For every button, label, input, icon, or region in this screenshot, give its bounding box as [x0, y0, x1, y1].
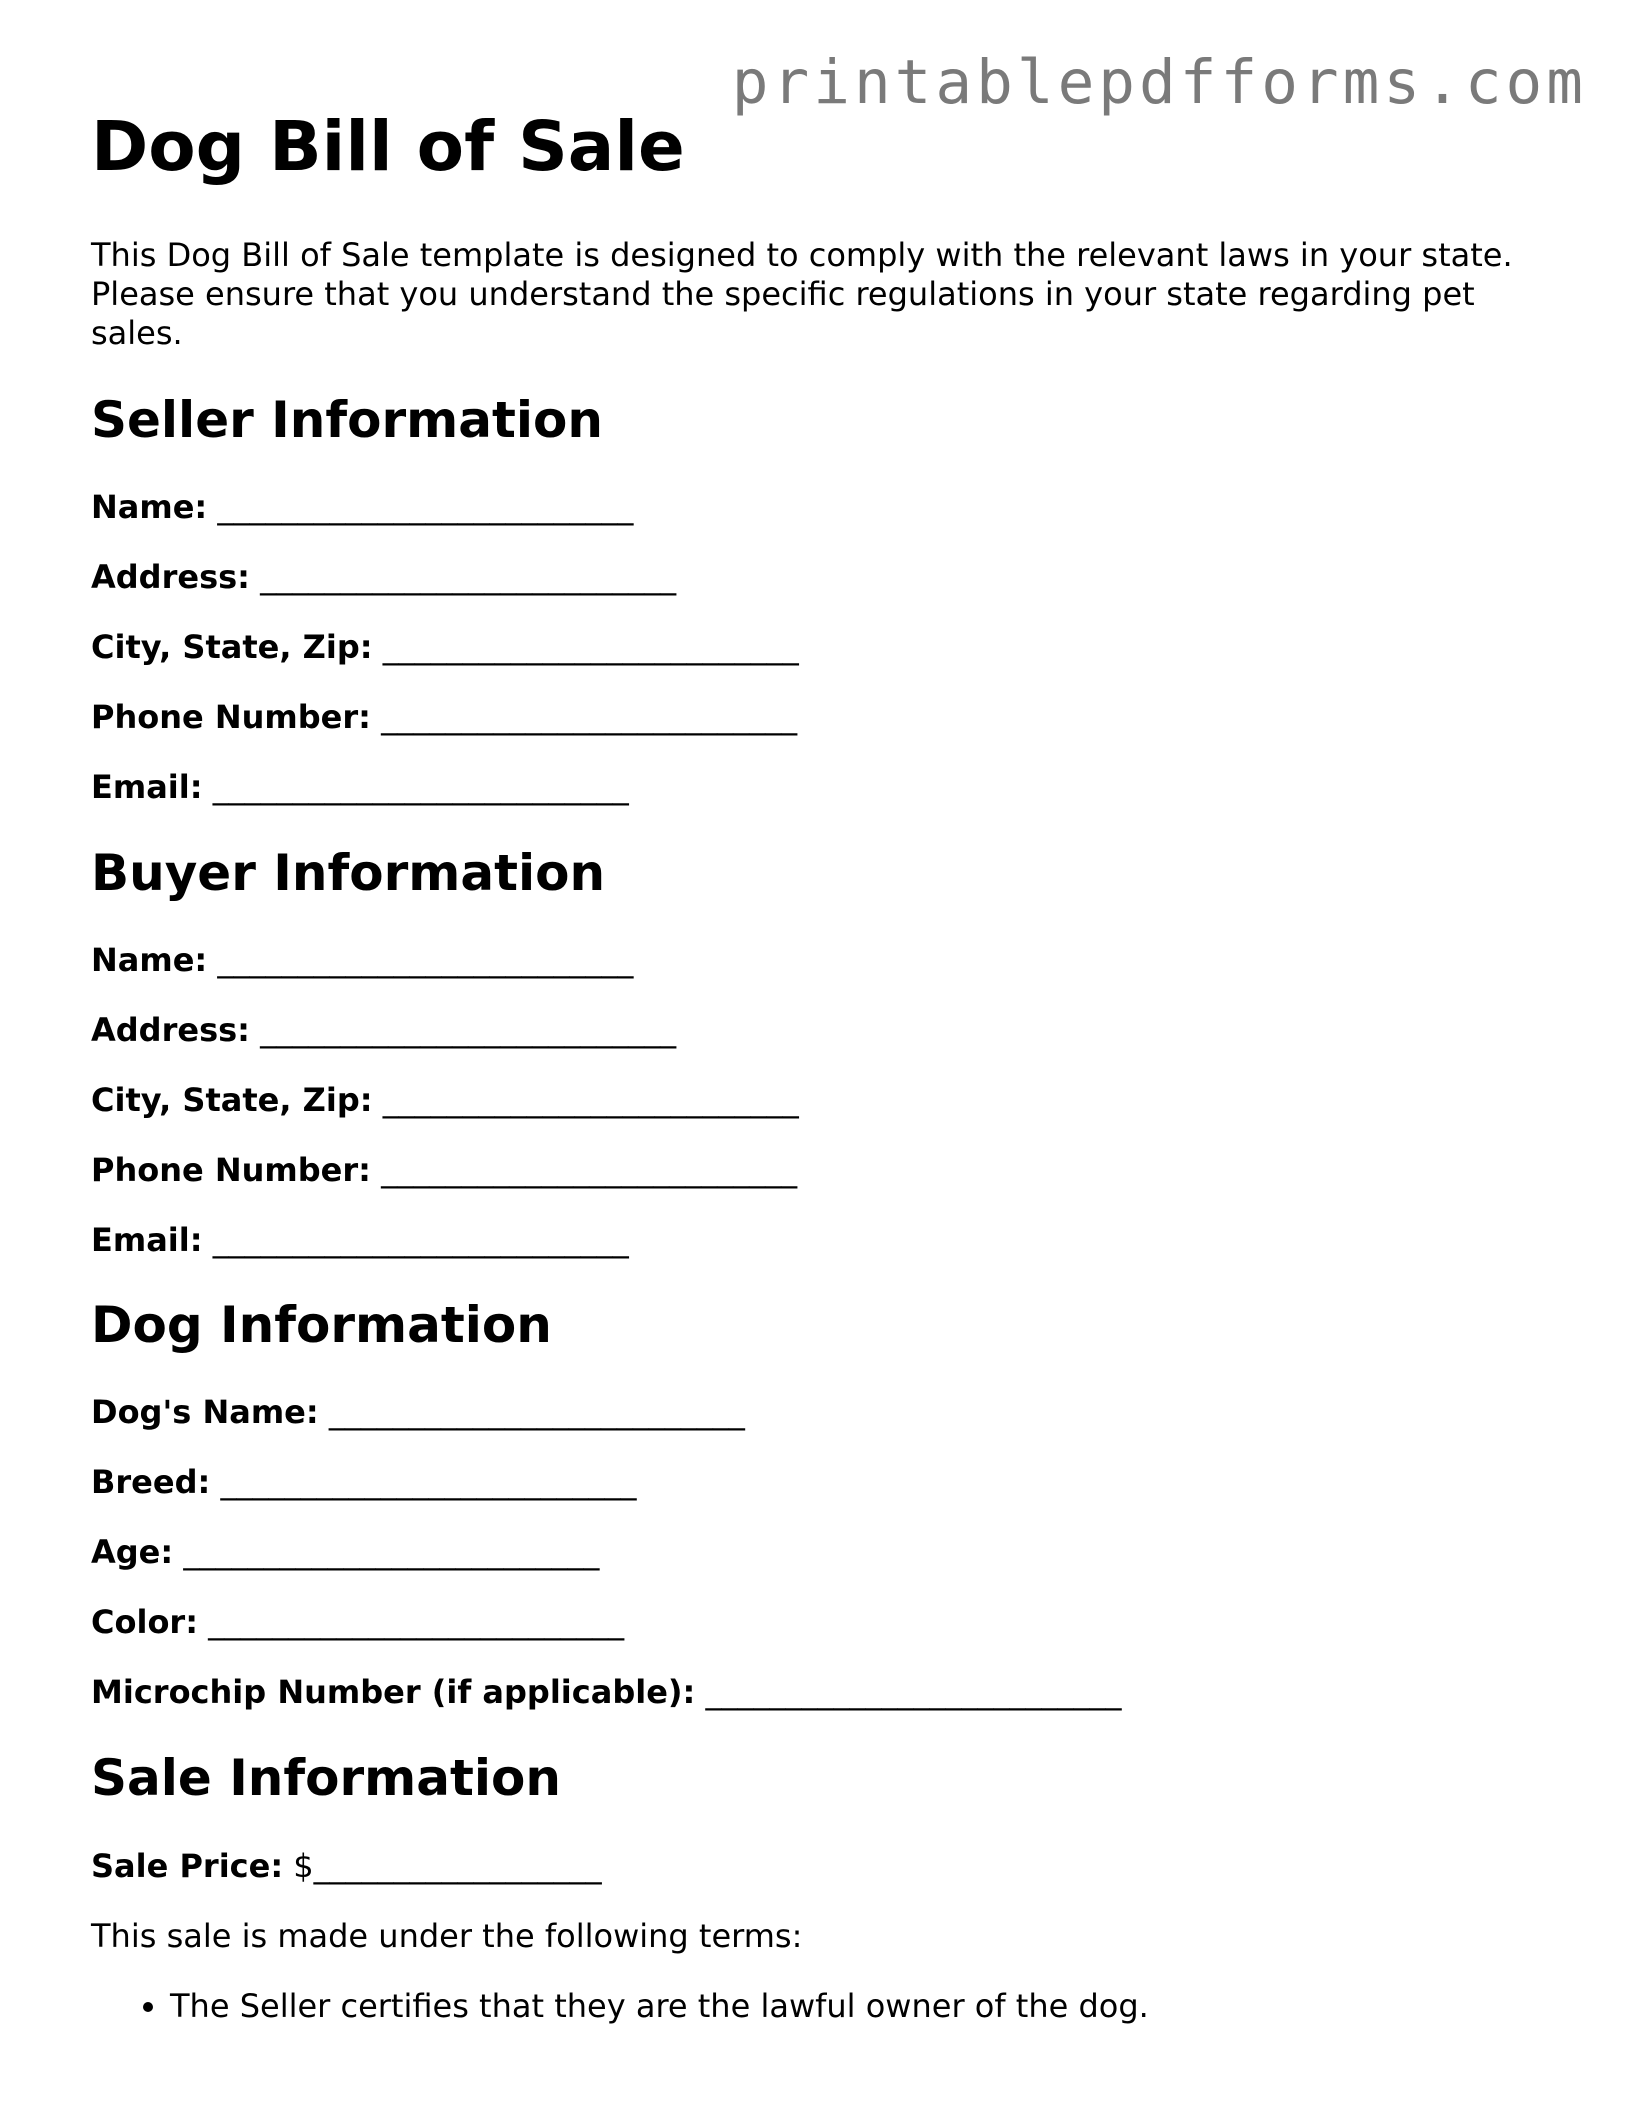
sale-price-field	[91, 1847, 602, 1885]
seller-address-field	[91, 558, 677, 596]
terms-list	[91, 1987, 1149, 2025]
buyer-phone-label: Phone Number:	[91, 1151, 371, 1189]
sale-price-blank[interactable]: __________________	[313, 1847, 602, 1885]
seller-phone-label: Phone Number:	[91, 698, 371, 736]
dog-age-label: Age:	[91, 1533, 174, 1571]
seller-name-label: Name:	[91, 488, 208, 526]
dog-breed-label: Breed:	[91, 1463, 211, 1501]
sale-price-currency: $	[293, 1847, 314, 1885]
buyer-city-blank[interactable]: __________________________	[382, 1081, 799, 1119]
buyer-name-blank[interactable]: __________________________	[217, 941, 634, 979]
buyer-email-label: Email:	[91, 1221, 203, 1259]
buyer-name-label: Name:	[91, 941, 208, 979]
sale-heading: Sale Information	[91, 1749, 561, 1807]
seller-phone-field	[91, 698, 798, 736]
dog-age-blank[interactable]: __________________________	[183, 1533, 600, 1571]
seller-email-field	[91, 768, 629, 806]
terms-intro: This sale is made under the following terms:	[91, 1917, 803, 1955]
sale-price-label: Sale Price:	[91, 1847, 284, 1885]
dog-name-label: Dog's Name:	[91, 1393, 319, 1431]
buyer-heading: Buyer Information	[91, 844, 606, 902]
seller-name-blank[interactable]: __________________________	[217, 488, 634, 526]
seller-address-blank[interactable]: __________________________	[260, 558, 677, 596]
seller-city-field	[91, 628, 799, 666]
buyer-city-field	[91, 1081, 799, 1119]
seller-name-field	[91, 488, 634, 526]
dog-microchip-label: Microchip Number (if applicable):	[91, 1673, 696, 1711]
dog-name-field	[91, 1393, 745, 1431]
seller-heading: Seller Information	[91, 391, 603, 449]
buyer-city-label: City, State, Zip:	[91, 1081, 373, 1119]
document-title: Dog Bill of Sale	[91, 107, 685, 187]
dog-breed-blank[interactable]: __________________________	[220, 1463, 637, 1501]
seller-email-blank[interactable]: __________________________	[212, 768, 629, 806]
dog-microchip-blank[interactable]: __________________________	[705, 1673, 1122, 1711]
buyer-email-blank[interactable]: __________________________	[212, 1221, 629, 1259]
seller-email-label: Email:	[91, 768, 203, 806]
dog-color-blank[interactable]: __________________________	[208, 1603, 625, 1641]
buyer-name-field	[91, 941, 634, 979]
buyer-phone-field	[91, 1151, 798, 1189]
buyer-address-label: Address:	[91, 1011, 250, 1049]
dog-microchip-field	[91, 1673, 1122, 1711]
buyer-address-blank[interactable]: __________________________	[260, 1011, 677, 1049]
buyer-address-field	[91, 1011, 677, 1049]
dog-breed-field	[91, 1463, 637, 1501]
list-item: • The Seller certifies that they are the lawful owner of the dog.	[170, 1990, 1149, 2022]
dog-name-blank[interactable]: __________________________	[328, 1393, 745, 1431]
buyer-email-field	[91, 1221, 629, 1259]
seller-address-label: Address:	[91, 558, 250, 596]
buyer-phone-blank[interactable]: __________________________	[381, 1151, 798, 1189]
dog-color-label: Color:	[91, 1603, 198, 1641]
watermark-text: printablepdfforms.com	[731, 47, 1587, 118]
seller-city-label: City, State, Zip:	[91, 628, 373, 666]
dog-heading: Dog Information	[91, 1296, 552, 1354]
intro-paragraph: This Dog Bill of Sale template is designed to comply with the relevant laws in your state. Please ensure that you understand the specific regulations in your state regarding pet sales.	[91, 236, 1513, 352]
dog-color-field	[91, 1603, 625, 1641]
seller-phone-blank[interactable]: __________________________	[381, 698, 798, 736]
dog-age-field	[91, 1533, 600, 1571]
seller-city-blank[interactable]: __________________________	[382, 628, 799, 666]
